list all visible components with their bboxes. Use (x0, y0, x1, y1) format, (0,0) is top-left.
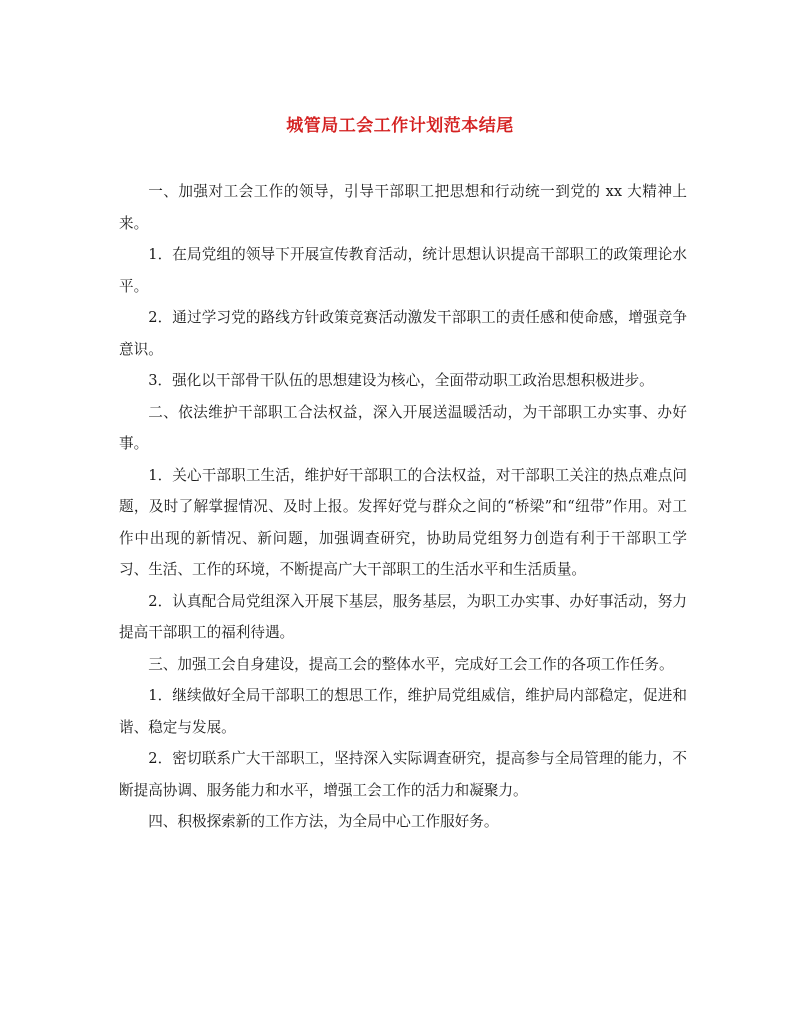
paragraph-section-1: 一、加强对工会工作的领导，引导干部职工把思想和行动统一到党的 xx 大精神上来。 (119, 183, 687, 232)
paragraph-item-1-1: 1．在局党组的领导下开展宣传教育活动，统计思想认识提高干部职工的政策理论水平。 (119, 246, 687, 295)
document-title: 城管局工会工作计划范本结尾 (286, 116, 514, 136)
paragraph-item-1-2: 2．通过学习党的路线方针政策竞赛活动激发干部职工的责任感和使命感，增强竞争意识。 (119, 309, 687, 358)
paragraph-item-2-2: 2．认真配合局党组深入开展下基层，服务基层，为职工办实事、办好事活动，努力提高干部职工的福利待遇。 (119, 592, 687, 641)
paragraph-item-2-1: 1．关心干部职工生活，维护好干部职工的合法权益，对干部职工关注的热点难点问题，及时了解掌握情况、及时上报。发挥好党与群众之间的“桥梁”和“纽带”作用。对工作中出现的新情况、新问题，加强调查研究，协助局党组努力创造有利于干部职工学习、生活、工作的环境，不断提高广大干部职工的生活水平和生活质量。 (119, 466, 687, 578)
document-body (119, 176, 687, 838)
paragraph-item-1-3: 3．强化以干部骨干队伍的思想建设为核心，全面带动职工政治思想积极进步。 (148, 372, 654, 389)
paragraph-section-2: 二、依法维护干部职工合法权益，深入开展送温暖活动，为干部职工办实事、办好事。 (119, 403, 687, 452)
paragraph-section-3: 三、加强工会自身建设，提高工会的整体水平，完成好工会工作的各项工作任务。 (148, 655, 674, 673)
paragraph-item-3-2: 2．密切联系广大干部职工，坚持深入实际调查研究，提高参与全局管理的能力，不断提高协调、服务能力和水平，增强工会工作的活力和凝聚力。 (119, 750, 687, 799)
paragraph-item-3-1: 1．继续做好全局干部职工的想思工作，维护局党组威信，维护局内部稳定，促进和谐、稳定与发展。 (119, 687, 687, 736)
paragraph-section-4: 四、积极探索新的工作方法，为全局中心工作服好务。 (148, 813, 499, 830)
